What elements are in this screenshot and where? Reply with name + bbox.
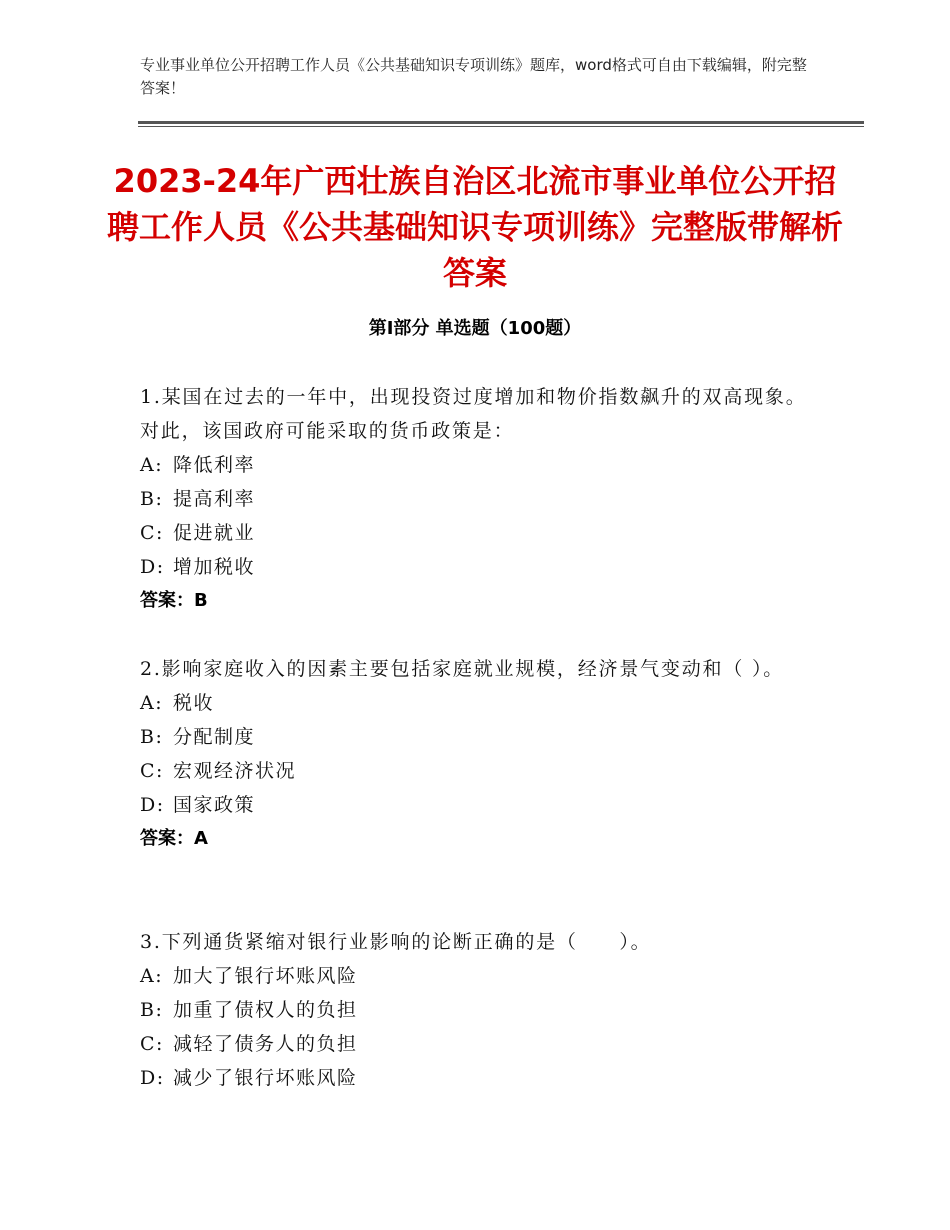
answer-label: 答案：B bbox=[140, 590, 208, 611]
header-divider-thin bbox=[138, 126, 864, 127]
option-c bbox=[140, 754, 820, 788]
option-text: 减轻了债务人的负担 bbox=[173, 1033, 358, 1055]
option-b bbox=[140, 993, 820, 1027]
option-b bbox=[140, 720, 820, 754]
option-text: 减少了银行坏账风险 bbox=[173, 1067, 358, 1089]
section-heading: 第Ⅰ部分 单选题（100题） bbox=[368, 318, 582, 339]
option-letter: D: bbox=[140, 1067, 165, 1089]
question-stem: 2.影响家庭收入的因素主要包括家庭就业规模，经济景气变动和（ ）。 bbox=[140, 658, 785, 680]
option-text: 促进就业 bbox=[173, 522, 256, 544]
option-text: 国家政策 bbox=[173, 794, 256, 816]
option-a bbox=[140, 959, 820, 993]
question-stem: 1.某国在过去的一年中，出现投资过度增加和物价指数飙升的双高现象。对此，该国政府可能采取的货币政策是： bbox=[140, 386, 807, 442]
question-3 bbox=[140, 925, 820, 1095]
option-text: 加重了债权人的负担 bbox=[173, 999, 358, 1021]
option-d bbox=[140, 788, 820, 822]
option-a bbox=[140, 448, 820, 482]
option-letter: B: bbox=[140, 488, 164, 510]
option-text: 宏观经济状况 bbox=[173, 760, 297, 782]
option-letter: C: bbox=[140, 522, 164, 544]
option-a bbox=[140, 686, 820, 720]
option-letter: A: bbox=[140, 692, 164, 714]
question-1 bbox=[140, 380, 820, 618]
option-b bbox=[140, 482, 820, 516]
answer-label: 答案：A bbox=[140, 828, 208, 849]
option-letter: B: bbox=[140, 726, 164, 748]
option-text: 提高利率 bbox=[173, 488, 256, 510]
question-stem: 3.下列通货紧缩对银行业影响的论断正确的是（ ）。 bbox=[140, 931, 652, 953]
question-2 bbox=[140, 652, 820, 856]
option-letter: D: bbox=[140, 794, 165, 816]
option-letter: A: bbox=[140, 454, 164, 476]
option-letter: B: bbox=[140, 999, 164, 1021]
option-letter: A: bbox=[140, 965, 164, 987]
header-divider-thick bbox=[138, 121, 864, 124]
option-text: 分配制度 bbox=[173, 726, 256, 748]
option-text: 降低利率 bbox=[173, 454, 256, 476]
option-d bbox=[140, 1061, 820, 1095]
option-letter: C: bbox=[140, 1033, 164, 1055]
option-text: 增加税收 bbox=[173, 556, 256, 578]
option-c bbox=[140, 516, 820, 550]
option-d bbox=[140, 550, 820, 584]
option-letter: C: bbox=[140, 760, 164, 782]
option-text: 加大了银行坏账风险 bbox=[173, 965, 358, 987]
option-c bbox=[140, 1027, 820, 1061]
document-title: 2023-24年广西壮族自治区北流市事业单位公开招聘工作人员《公共基础知识专项训练》完整版带解析答案 bbox=[106, 162, 843, 292]
header-note: 专业事业单位公开招聘工作人员《公共基础知识专项训练》题库，word格式可自由下载编辑，附完整答案！ bbox=[140, 56, 807, 97]
option-letter: D: bbox=[140, 556, 165, 578]
option-text: 税收 bbox=[173, 692, 215, 714]
